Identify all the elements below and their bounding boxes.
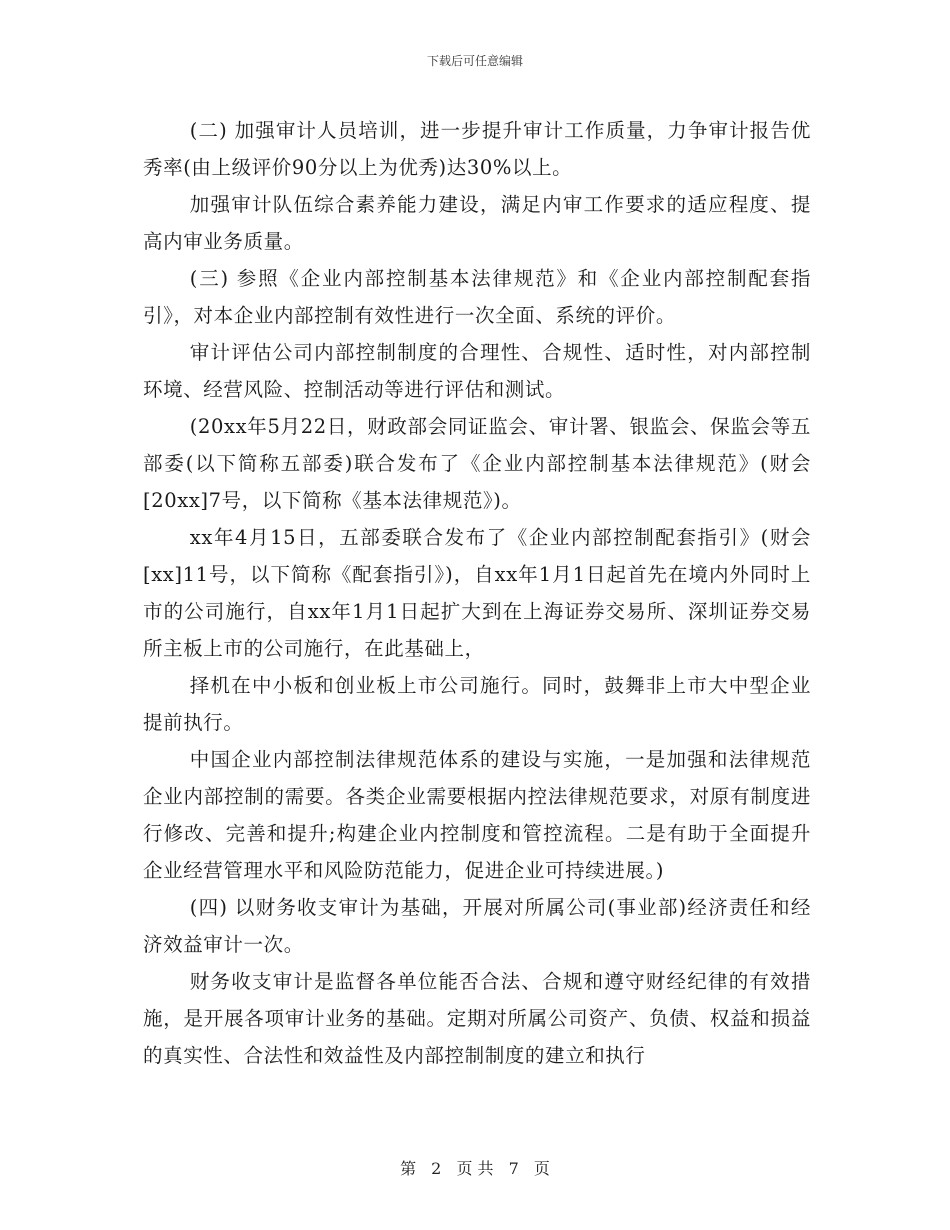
paragraph: 财务收支审计是监督各单位能否合法、合规和遵守财经纪律的有效措施，是开展各项审计业务的基础。定期对所属公司资产、负债、权益和损益的真实性、合法性和效益性及内部控制制度的建立和执行: [143, 970, 811, 1067]
paragraph: (四) 以财务收支审计为基础，开展对所属公司(事业部)经济责任和经济效益审计一次。: [143, 896, 811, 956]
paragraph: (20xx年5月22日，财政部会同证监会、审计署、银监会、保监会等五部委(以下简称五部委)联合发布了《企业内部控制基本法律规范》(财会[20xx]7号，以下简称《基本法律规范》)。: [143, 415, 811, 512]
paragraph: (三) 参照《企业内部控制基本法律规范》和《企业内部控制配套指引》，对本企业内部控制有效性进行一次全面、系统的评价。: [143, 267, 811, 327]
page-footer: [0, 1156, 950, 1179]
paragraph: xx年4月15日，五部委联合发布了《企业内部控制配套指引》(财会[xx]11号，以下简称《配套指引》)，自xx年1月1日起首先在境内外同时上市的公司施行，自xx年1月1日起扩大到在上海证券交易所、深圳证券交易所主板上市的公司施行，在此基础上，: [143, 526, 811, 660]
document-body: [143, 112, 811, 1074]
page-header: 下载后可任意编辑: [426, 54, 523, 68]
paragraph: 择机在中小板和创业板上市公司施行。同时，鼓舞非上市大中型企业提前执行。: [143, 674, 811, 734]
footer-suffix: 页: [533, 1159, 550, 1178]
footer-prefix: 第: [400, 1159, 417, 1178]
paragraph: 加强审计队伍综合素养能力建设，满足内审工作要求的适应程度、提高内审业务质量。: [143, 193, 811, 253]
footer-middle: 页 共: [456, 1159, 494, 1178]
paragraph: 中国企业内部控制法律规范体系的建设与实施，一是加强和法律规范企业内部控制的需要。各类企业需要根据内控法律规范要求，对原有制度进行修改、完善和提升;构建企业内控制度和管控流程。二是有助于全面提升企业经营管理水平和风险防范能力，促进企业可持续进展。): [143, 748, 811, 882]
paragraph: 审计评估公司内部控制制度的合理性、合规性、适时性，对内部控制环境、经营风险、控制活动等进行评估和测试。: [143, 341, 811, 401]
page-total: 7: [508, 1159, 519, 1178]
page-number: 2: [431, 1159, 442, 1178]
paragraph: (二) 加强审计人员培训，进一步提升审计工作质量，力争审计报告优秀率(由上级评价90分以上为优秀)达30%以上。: [143, 119, 811, 179]
